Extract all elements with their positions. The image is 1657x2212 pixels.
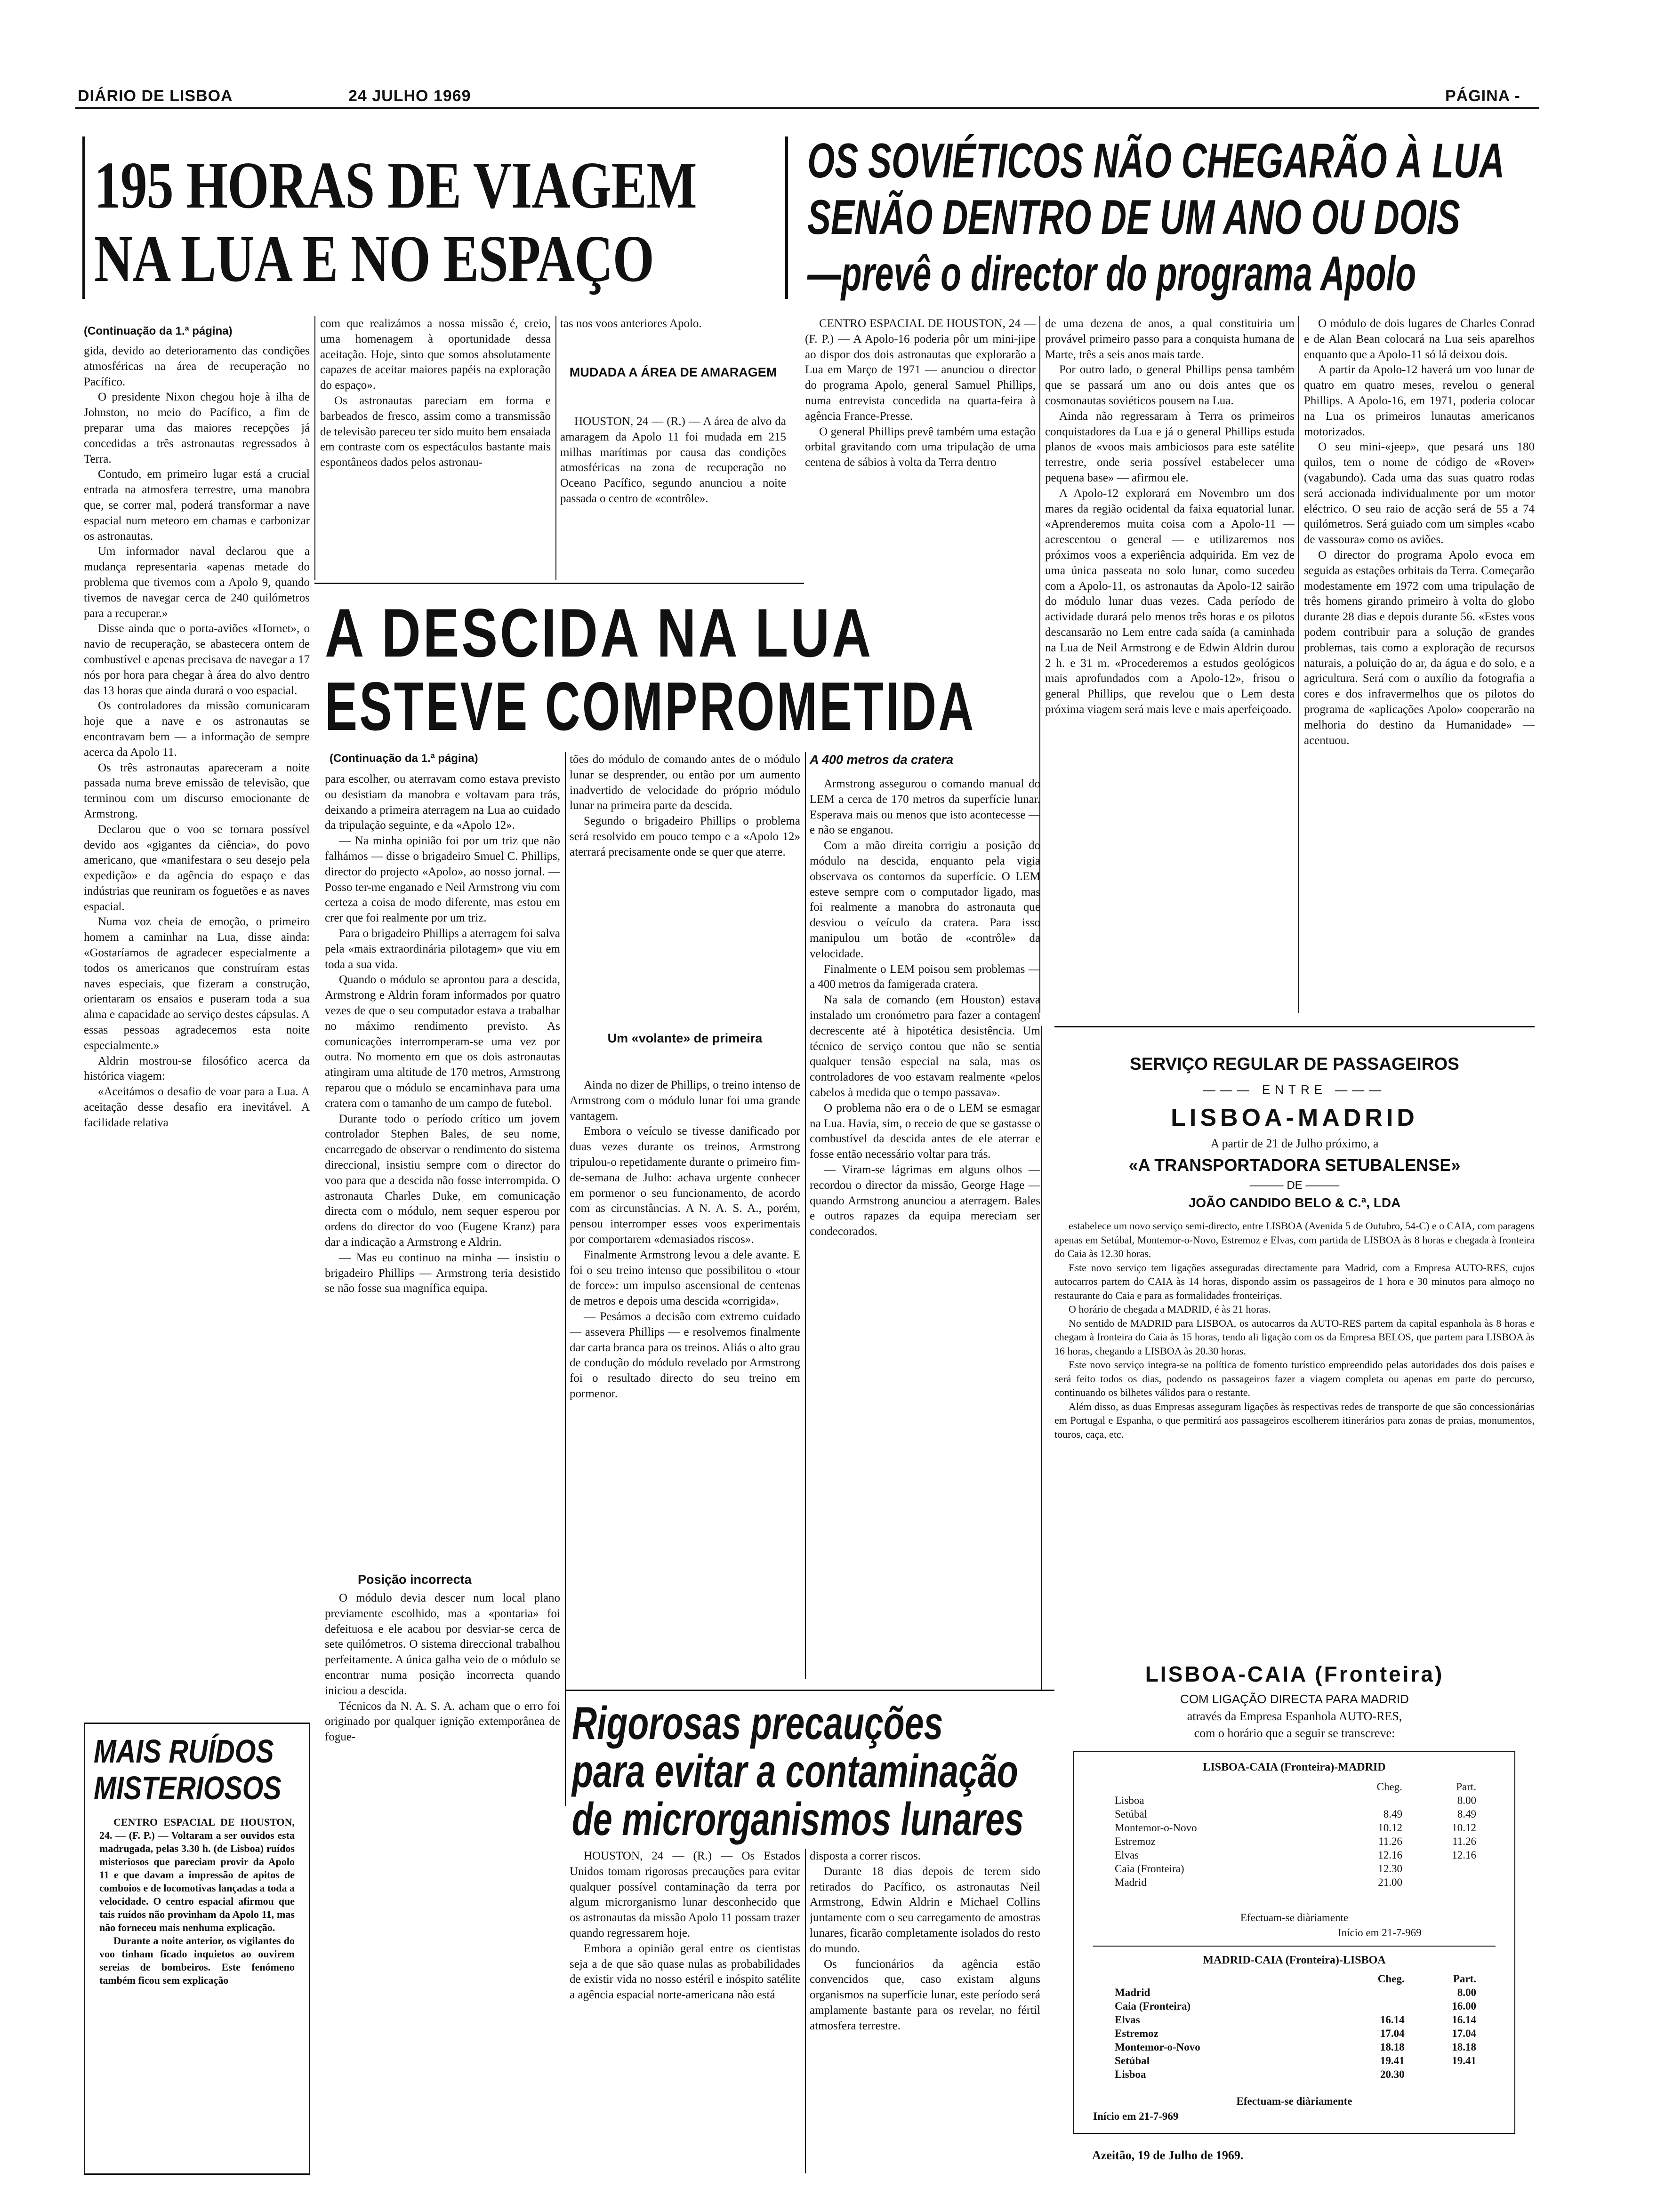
column-paragraph: Segundo o brigadeiro Phillips o problema será resolvido em pouco tempo e a «Apolo 12» aterrará precisamente onde se quer que aterre.: [570, 815, 800, 858]
column-paragraph: Quando o módulo se aprontou para a descida, Armstrong e Aldrin foram informados por quatro vezes de que o seu computador estava a trabalhar no máximo rendimento previsto. As comunicações interromperam-se uma vez por outra. No momento em que os dois astronautas atingiram uma altitude de 170 metros, Armstrong reparou que o módulo se encaminhava para uma cratera com o tamanho de um campo de futebol.: [325, 973, 560, 1110]
column-paragraph: Ainda no dizer de Phillips, o treino intenso de Armstrong com o módulo lunar foi uma grande vantagem.: [570, 1079, 800, 1122]
article-column: [1045, 316, 1295, 1022]
timetable-cell: 16.14: [1452, 2014, 1476, 2026]
column-paragraph: disposta a correr riscos.: [810, 1850, 921, 1862]
headline-rigorosas-line1: Rigorosas precauções: [572, 1697, 943, 1749]
timetable-cell: Madrid: [1115, 1876, 1147, 1888]
article-column: [810, 777, 1040, 1680]
column-rule: [805, 1849, 806, 2173]
timetable-cell: 8.49: [1383, 1808, 1402, 1820]
column-paragraph: O módulo devia descer num local plano previamente escolhido, mas a «pontaria» foi defeituosa e ele acabou por desviar-se cerca de sete quilómetros. O sistema direccional trabalhou perfeitamente. A única galha veio de o módulo se encontrar numa posição incorrecta quando iniciou a descida.: [325, 1592, 560, 1697]
timetable-cell: 18.18: [1380, 2041, 1405, 2053]
timetable-cell: [1330, 1986, 1408, 1999]
newspaper-name: DIÁRIO DE LISBOA: [78, 87, 233, 105]
timetable-lisboa-madrid: [1112, 1780, 1479, 1889]
timetable-start: Início em 21-7-969: [1338, 1927, 1422, 1939]
timetable-cell: [1405, 1862, 1479, 1875]
timetable-cell: 21.00: [1378, 1876, 1402, 1888]
issue-date: 24 JULHO 1969: [348, 87, 471, 105]
timetable-cell: Setúbal: [1115, 1808, 1147, 1820]
timetable-row: [1112, 2027, 1479, 2040]
timetable-cell: Setúbal: [1115, 2055, 1150, 2067]
column-paragraph: Contudo, em primeiro lugar está a crucial entrada na atmosfera terrestre, uma manobra que, se correr mal, poderá transformar a nave espacial num meteoro em chamas e carbonizar os astronautas.: [84, 468, 310, 543]
column-paragraph: Finalmente Armstrong levou a dele avante. E foi o seu treino intenso que possibilitou o «tour de force»: um impulso ascensional de centenas de metros e depois uma descida «corrigida».: [570, 1248, 800, 1308]
column-paragraph: O director do programa Apolo evoca em seguida as estações orbitais da Terra. Começarão modestamente em 1972 com uma tripulação de três homens girando primeiro à volta do globo durante 28 dias e depois durante 56. «Estes voos podem contribuir para a solução de grandes problemas, tais como a exploração de recursos naturais, a poluição do ar, da água e do solo, e a agricultura. Será com o auxílio da fotografia a cores e dos infravermelhos que os pilotos do programa de «aplicações Apolo» cooperarão na melhoria do destino da Humanidade» — acentuou.: [1304, 548, 1535, 747]
subheading: Posição incorrecta: [358, 1572, 472, 1587]
column-paragraph: Por outro lado, o general Phillips pensa também que se passará um ano ou dois antes que os cosmonautas soviéticos pousem na Lua.: [1045, 363, 1295, 407]
timetable-cell: 17.04: [1452, 2028, 1476, 2039]
headline-sovieticos-line3: —prevê o director do programa Apolo: [807, 247, 1416, 301]
timetable-header-cell: [1112, 1780, 1328, 1794]
subheading: MUDADA A ÁREA DE AMARAGEM: [569, 365, 777, 379]
column-paragraph: — Pesámos a decisão com extremo cuidado — assevera Phillips — e resolvemos finalmente dar carta branca para os treinos. Aliás o alto grau de condução do módulo revelado por Armstrong foi o resultado directo do seu treino em pormenor.: [570, 1310, 800, 1400]
column-rule: [314, 316, 315, 580]
timetable-row: [1112, 2040, 1479, 2054]
timetable-divider: [1093, 1946, 1496, 1947]
article-column: [570, 752, 800, 1023]
column-text: tas nos voos anteriores Apolo.: [560, 317, 702, 330]
timetable-cell: [1328, 1794, 1405, 1807]
column-paragraph: Disse ainda que o porta-aviões «Hornet», o navio de recuperação, se abastecera ontem de combustível e apenas precisava de navegar a 17 nós por hora para chegar à área do alvo dentro das 13 horas que ainda durará o voo espacial.: [84, 622, 310, 697]
timetable-header-cell: Part.: [1453, 1973, 1476, 1985]
box-headline-line2: MISTERIOSOS: [94, 1770, 282, 1806]
article-column: [570, 1849, 800, 2178]
column-rule: [565, 752, 566, 1806]
timetable-cell: [1405, 1875, 1479, 1889]
ad-title: SERVIÇO REGULAR DE PASSAGEIROS: [1130, 1054, 1459, 1074]
timetable-cell: Lisboa: [1115, 2068, 1146, 2080]
timetable-header-row: [1112, 1972, 1479, 1986]
column-paragraph: Ainda não regressaram à Terra os primeiros conquistadores da Lua e já o general Phillips estuda planos de «voos mais ambiciosos para este satélite terrestre, onde seria possível estabelecer uma pequena base» — afirmou ele.: [1045, 409, 1295, 484]
timetable-row: [1112, 2068, 1479, 2081]
timetable-cell: Lisboa: [1115, 1795, 1144, 1806]
timetable-row: [1112, 1848, 1479, 1862]
column-paragraph: Técnicos da N. A. S. A. acham que o erro foi originado por qualquer ignição extemporânea de fogue-: [325, 1699, 560, 1744]
column-paragraph: Este novo serviço tem ligações asseguradas directamente para Madrid, com a Empresa AUTO-RES, cujos autocarros partem do CAIA às 14 horas, dispondo assim os passageiros de 1 hora e 30 minutos para almoço no restaurante do Caia e para as formalidades fronteiriças.: [1054, 1261, 1535, 1301]
ad-ligacao: COM LIGAÇÃO DIRECTA PARA MADRID: [1180, 1692, 1409, 1706]
column-paragraph: Um informador naval declarou que a mudança representaria «apenas metade do problema que tivemos com a Apolo 9, quando tivemos de navegar cerca de 240 quilómetros para a recuperar.»: [84, 545, 310, 620]
timetable-row: [1112, 1862, 1479, 1875]
column-paragraph: A partir da Apolo-12 haverá um voo lunar de quatro em quatro meses, revelou o general Phillips. A Apolo-16, em 1971, poderia colocar na Lua os primeiros lunautas americanos motorizados.: [1304, 363, 1535, 438]
column-paragraph: Embora o veículo se tivesse danificado por duas vezes durante os treinos, Armstrong tripulou-o repetidamente durante o primeiro fim-de-semana de Julho: achava urgente conhecer em pormenor o seu funcionamento, de acordo com as circunstâncias. A N. A. S. A., porém, pensou interromper esses voos experimentais por comportarem «demasiados riscos».: [570, 1125, 800, 1246]
column-paragraph: No sentido de MADRID para LISBOA, os autocarros da AUTO-RES partem da capital espanhola às 8 horas e chegam à fronteira do Caia às 15 horas, tendo ali ligação com os da Empresa BELOS, que partem para LISBOA às 16 horas, chegando a LISBOA às 20.30 horas.: [1054, 1317, 1535, 1357]
timetable-start: Início em 21-7-969: [1093, 2110, 1179, 2122]
timetable-row: [1112, 1821, 1479, 1835]
timetable-cell: Estremoz: [1115, 2028, 1158, 2039]
ad-de: ——— DE ———: [1249, 1179, 1340, 1192]
timetable-header-cell: Part.: [1456, 1781, 1476, 1793]
headline-195-horas-line2: NA LUA E NO ESPAÇO: [94, 221, 654, 296]
timetable-cell: 8.49: [1457, 1808, 1476, 1820]
section-rule: [314, 583, 804, 584]
column-paragraph: CENTRO ESPACIAL DE HOUSTON, 24 — (F. P.) — A Apolo-16 poderia pôr um mini-jipe ao dispor dos dois astronautas que explorarão a Lua em Março de 1971 — anunciou o director do programa Apolo, general Samuel Phillips, numa entrevista concedida na quarta-feira à agência France-Presse.: [805, 317, 1036, 423]
timetable-cell: Montemor-o-Novo: [1115, 1822, 1197, 1834]
column-paragraph: Aldrin mostrou-se filosófico acerca da histórica viagem:: [84, 1054, 310, 1083]
column-paragraph: HOUSTON, 24 — (R.) — Os Estados Unidos tomam rigorosas precauções para evitar qualquer possível contaminação da terra por algum microrganismo lunar desconhecido que os astronautas da missão Apolo 11 possam trazer quando regressarem hoje.: [570, 1850, 800, 1940]
header-rule: [75, 107, 1539, 109]
timetable-cell: 8.00: [1457, 1795, 1476, 1806]
headline-195-horas-line1: 195 HORAS DE VIAGEM: [94, 148, 697, 222]
timetable-cell: 12.30: [1378, 1863, 1402, 1875]
headline-descida-line2: ESTEVE COMPROMETIDA: [325, 668, 976, 745]
headline-rigorosas-line3: de microrganismos lunares: [572, 1793, 1024, 1845]
column-paragraph: A Apolo-12 explorará em Novembro um dos mares da região ocidental da faixa equatorial lunar. «Aprenderemos muita coisa com a Apolo-11 — acrescentou o general — e utilizaremos nos próximos voos a experiência adquirida. Em vez de uma única passeata no solo lunar, como sucedeu com a Apolo-11, os astronautas da Apolo-12 sairão do módulo lunar duas vezes. Cada período de actividade durará pelo menos três horas e os pilotos descansarão no Lem entre cada saída (a caminhada na Lua de Neil Armstrong e de Edwin Aldrin durou 2 h. e 31 m. «Procederemos a estudos geológicos mais aprofundados com a Apolo-12», frisou o general Phillips, que revelou que o Lem desta próxima viagem será mais leve e mais aperfeiçoado.: [1045, 487, 1295, 716]
article-column: [84, 344, 310, 1704]
column-rule: [1298, 316, 1299, 1013]
ad-owner: JOÃO CANDIDO BELO & C.ª, LDA: [1188, 1195, 1401, 1210]
column-paragraph: de uma dezena de anos, a qual constituiria um provável primeiro passo para a conquista humana de Marte, três a seis anos mais tarde.: [1045, 317, 1295, 361]
subheading: A 400 metros da cratera: [810, 753, 954, 767]
section-rule: [1054, 1026, 1535, 1027]
timetable-cell: 19.41: [1452, 2055, 1476, 2067]
column-paragraph: Numa voz cheia de emoção, o primeiro homem a caminhar na Lua, disse ainda: «Gostaríamos de agradecer especialmente a todos os americanos que construíram estas naves especiais, que fizeram a construção, orientaram os ensaios e puseram toda a sua alma e capacidade ao serviço destes cápsulas. A essas pessoas agradecemos esta noite especialmente.»: [84, 915, 310, 1052]
column-rule: [1041, 1026, 1042, 1690]
timetable-cell: Elvas: [1115, 1849, 1139, 1861]
timetable-cell: Caia (Fronteira): [1115, 1863, 1184, 1875]
column-rule: [805, 752, 806, 1679]
timetable-header-cell: Cheg.: [1376, 1781, 1402, 1793]
timetable-cell: Estremoz: [1115, 1835, 1156, 1847]
timetable-cell: Montemor-o-Novo: [1115, 2041, 1200, 2053]
box-headline-line1: MAIS RUÍDOS: [94, 1733, 274, 1770]
column-paragraph: gida, devido ao deterioramento das condições atmosféricas na área de recuperação no Pacífico.: [84, 345, 310, 388]
timetable-cell: 10.12: [1452, 1822, 1476, 1834]
column-paragraph: «Aceitámos o desafio de voar para a Lua. A aceitação desse desafio era inevitável. A facilidade relativa: [84, 1085, 310, 1129]
ad-entre: ——— ENTRE ———: [1203, 1082, 1386, 1097]
timetable-title: MADRID-CAIA (Fronteira)-LISBOA: [1203, 1954, 1386, 1966]
column-paragraph: Os funcionários da agência estão convencidos que, caso existam alguns organismos na superfície lunar, este período será amplamente bastante para os revelar, no fértil atmosfera terrestre.: [810, 1957, 1040, 2032]
column-paragraph: Declarou que o voo se tornara possível devido aos «gigantes da ciência», do povo americano, que «manifestara o seu desejo pela expedição» e da agência do espaço e das indústrias que reuniram os foguetões e as naves espacial.: [84, 823, 310, 913]
column-paragraph: com que realizámos a nossa missão é, creio, uma homenagem à oportunidade dessa aceitação. Hoje, sinto que somos absolutamente capazes de aceitar maiores papéis na exploração do espaço».: [320, 317, 551, 392]
article-column: [320, 316, 551, 580]
timetable-note: Efectuam-se diàriamente: [1236, 2095, 1352, 2107]
box-text: [99, 1816, 295, 2164]
ad-footer-place-date: Azeitão, 19 de Julho de 1969.: [1092, 2148, 1244, 2162]
article-column: [1304, 316, 1535, 1022]
timetable-cell: [1408, 2068, 1479, 2081]
news-box-mais-ruidos: [84, 1723, 310, 2175]
timetable-row: [1112, 1999, 1479, 2013]
column-paragraph: Com a mão direita corrigiu a posição do módulo na descida, enquanto pela vigia observava os contornos da superfície. O LEM esteve sempre com o computador ligado, mas foi realmente a manobra do astronauta que desviou o veículo da cratera. Para isso manipulou um botão de «contrôle» da velocidade.: [810, 839, 1040, 960]
column-paragraph: tões do módulo de comando antes de o módulo lunar se desprender, ou então por um aumento inadvertido de velocidade do próprio módulo lunar na primeira parte da descida.: [570, 753, 800, 812]
ad-atraves: através da Empresa Espanhola AUTO-RES,: [1187, 1709, 1402, 1723]
column-paragraph: O seu mini-«jeep», que pesará uns 180 quilos, tem o nome de código de «Rover» (vagabundo). Cada uma das suas quatro rodas será accionada individualmente por um motor eléctrico. O seu raio de acção será de 55 a 74 quilómetros. Será guiado com um simples «cabo de vassoura» como os aviões.: [1304, 441, 1535, 546]
timetable-cell: 17.04: [1380, 2028, 1405, 2039]
column-paragraph: Finalmente o LEM poisou sem problemas — a 400 metros da famigerada cratera.: [810, 962, 1040, 991]
continuation-note: (Continuação da 1.ª página): [330, 752, 478, 765]
transport-advertisement: [1054, 1035, 1535, 2179]
timetable-row: [1112, 1835, 1479, 1848]
article-column: [560, 316, 786, 361]
timetable-row: [1112, 1794, 1479, 1807]
timetable-header-row: [1112, 1780, 1479, 1794]
ad-route-lisboa-caia: LISBOA-CAIA (Fronteira): [1145, 1662, 1444, 1686]
headline-right-rule: [785, 136, 788, 299]
article-column: [805, 316, 1036, 580]
column-paragraph: Durante 18 dias depois de terem sido retirados do Pacífico, os astronautas Neil Armstrong, Edwin Aldrin e Michael Collins juntamente com o seu carregamento de amostras lunares, ficarão completamente isolados do resto do mundo.: [810, 1865, 1040, 1955]
article-column: [570, 1078, 800, 1680]
ad-body-text: [1054, 1219, 1535, 1643]
column-paragraph: para escolher, ou aterravam como estava previsto ou desistiam da manobra e voltavam para trás, deixando a primeira aterragem na Lua ao cuidado da tripulação seguinte, e da «Apolo 12».: [325, 773, 560, 832]
ad-start-date: A partir de 21 de Julho próximo, a: [1210, 1137, 1379, 1150]
column-paragraph: HOUSTON, 24 — (R.) — A área de alvo da amaragem da Apolo 11 foi mudada em 215 milhas marítimas por causa das condições atmosféricas na zona de recuperação no Oceano Pacífico, segundo anunciou a noite passada o centro de «contrôle».: [560, 415, 786, 505]
column-paragraph: O módulo de dois lugares de Charles Conrad e de Alan Bean colocará na Lua seis aparelhos enquanto que a Apolo-11 só lá deixou dois.: [1304, 317, 1535, 361]
continuation-note: (Continuação da 1.ª página): [84, 325, 233, 337]
timetable-cell: 18.18: [1452, 2041, 1476, 2053]
column-paragraph: Os três astronautas apareceram a noite passada numa breve emissão de televisão, que terminou com um discurso emocionante de Armstrong.: [84, 761, 310, 820]
column-paragraph: — Viram-se lágrimas em alguns olhos — recordou o director da missão, George Hage — quando Armstrong anunciou a aterragem. Bales e outros rapazes da equipa mereciam ser condecorados.: [810, 1163, 1040, 1238]
article-column: [325, 1591, 560, 1807]
timetable-cell: 16.00: [1452, 2000, 1476, 2012]
column-paragraph: — Mas eu continuo na minha — insistiu o brigadeiro Phillips — Armstrong teria desistido se não fosse sua magnífica equipa.: [325, 1251, 560, 1295]
ad-company: «A TRANSPORTADORA SETUBALENSE»: [1128, 1155, 1461, 1175]
headline-left-rule: [82, 136, 85, 299]
timetable-row: [1112, 1986, 1479, 1999]
column-paragraph: Para o brigadeiro Phillips a aterragem foi salva pela «mais extraordinária pilotagem» que viu em toda a sua vida.: [325, 927, 560, 971]
ad-route-lisboa-madrid: LISBOA-MADRID: [1171, 1104, 1418, 1131]
timetable-header-cell: [1112, 1972, 1330, 1986]
timetable-cell: [1330, 1999, 1408, 2013]
headline-rigorosas-line2: para evitar a contaminação: [572, 1745, 1018, 1797]
column-paragraph: Embora a opinião geral entre os cientistas seja a de que são quase nulas as probabilidades de existir vida no nosso estéril e inóspito satélite a agência espacial norte-americana não está: [570, 1942, 800, 2002]
timetable-cell: 10.12: [1378, 1822, 1402, 1834]
timetable-madrid-lisboa: [1112, 1972, 1479, 2081]
timetable-cell: 20.30: [1380, 2068, 1405, 2080]
column-paragraph: Este novo serviço integra-se na política de fomento turístico empreendido pelas autoridades dos dois países e será feito todos os dias, podendo os passageiros fazer a viagem completa ou apenas em parte do percurso, continuando os bilhetes válidos para o restante.: [1054, 1359, 1535, 1398]
timetable-row: [1112, 1875, 1479, 1889]
timetable-cell: Elvas: [1115, 2014, 1140, 2026]
timetable-cell: 8.00: [1457, 1987, 1476, 1998]
timetable-cell: 16.14: [1380, 2014, 1405, 2026]
article-column: [810, 1849, 1040, 2178]
headline-sovieticos-line2: SENÃO DENTRO DE UM ANO OU DOIS: [807, 190, 1460, 245]
column-paragraph: O general Phillips prevê também uma estação orbital gravitando com uma tripulação de uma centena de sábios à volta da Terra dentro: [805, 425, 1036, 469]
timetable-cell: 12.16: [1452, 1849, 1476, 1861]
column-paragraph: O presidente Nixon chegou hoje à ilha de Johnston, no meio do Pacífico, a fim de preparar uma das maiores recepções já concedidas a três astronautas regressados à Terra.: [84, 391, 310, 465]
column-paragraph: CENTRO ESPACIAL DE HOUSTON, 24. — (F. P.) — Voltaram a ser ouvidos esta madrugada, pelas 3.30 h. (de Lisboa) ruídos misteriosos que pareciam provir da Apolo 11 e que davam a impressão de apitos de comboios e de locomotivas lançadas a toda a velocidade. O centro espacial afirmou que tais ruídos não provinham da Apolo 11, mas não forneceu mais nenhuma explicação.: [99, 1816, 295, 1933]
subheading: Um «volante» de primeira: [607, 1031, 763, 1045]
timetable-box: [1073, 1751, 1515, 2134]
page-number: PÁGINA -: [1445, 87, 1520, 105]
timetable-row: [1112, 1807, 1479, 1821]
headline-sovieticos-line1: OS SOVIÉTICOS NÃO CHEGARÃO À LUA: [807, 134, 1505, 188]
column-paragraph: Os controladores da missão comunicaram hoje que a nave e os astronautas se encontravam bem — a informação de sempre acerca da Apolo 11.: [84, 699, 310, 759]
timetable-note: Efectuam-se diàriamente: [1240, 1912, 1349, 1923]
column-paragraph: — Na minha opinião foi por um triz que não falhámos — disse o brigadeiro Smuel C. Phillips, director do projecto «Apolo», ao nosso jornal. — Posso ter-me enganado e Neil Armstrong viu com certeza a coisa de modo diferente, mas estou em crer que foi realmente por um triz.: [325, 834, 560, 925]
timetable-cell: 12.16: [1378, 1849, 1402, 1861]
timetable-header-cell: Cheg.: [1377, 1973, 1405, 1985]
article-column: [325, 772, 560, 1567]
column-paragraph: Armstrong assegurou o comando manual do LEM a cerca de 170 metros da superfície lunar. Esperava mais ou menos que isto acontecesse — e não se enganou.: [810, 777, 1040, 837]
timetable-cell: Madrid: [1115, 1987, 1150, 1998]
column-paragraph: Os astronautas pareciam em forma e barbeados de fresco, assim como a transmissão de televisão pareceu ter sido muito bem ensaiada em contraste com os espectáculos bastante mais espontâneos dados pelos astronau-: [320, 394, 551, 469]
timetable-cell: Caia (Fronteira): [1115, 2000, 1191, 2012]
timetable-row: [1112, 2054, 1479, 2068]
column-paragraph: Na sala de comando (em Houston) estava instalado um cronómetro para fazer a contagem decrescente até à hipotética desistência. Um técnico de serviço contou que não se sentia qualquer tensão especial na sala, mas os controladores de voo estavam realmente «pelos cabelos à medida que o tempo passava».: [810, 994, 1040, 1099]
column-paragraph: Durante todo o período crítico um jovem controlador Stephen Bales, de seu nome, encarregado de observar o rendimento do sistema direccional, insistiu sempre com o director do voo para que a descida não fosse interrompida. O astronauta Charles Duke, em comunicação directa com o módulo, nem sequer esperou por ordens do director do voo (Eugene Kranz) para dar a indicação a Armstrong e Aldrin.: [325, 1112, 560, 1249]
ad-horario: com o horário que a seguir se transcreve:: [1194, 1726, 1395, 1740]
column-paragraph: Durante a noite anterior, os vigilantes do voo tinham ficado inquietos ao ouvirem sereias de bombeiros. Este fenómeno também ficou sem explicação: [99, 1935, 295, 1986]
timetable-cell: 19.41: [1380, 2055, 1405, 2067]
headline-descida-line1: A DESCIDA NA LUA: [325, 594, 874, 671]
column-paragraph: estabelece um novo serviço semi-directo, entre LISBOA (Avenida 5 de Outubro, 54-C) e o CAIA, com paragens apenas em Setúbal, Montemor-o-Novo, Estremoz e Elvas, com partida de LISBOA às 8 horas e chegada à fronteira do Caia às 12.30 horas.: [1054, 1220, 1535, 1259]
column-paragraph: O horário de chegada a MADRID, é às 21 horas.: [1069, 1303, 1271, 1315]
article-column: [560, 414, 786, 584]
timetable-row: [1112, 2013, 1479, 2027]
column-rule: [555, 316, 556, 580]
timetable-cell: 11.26: [1378, 1835, 1402, 1847]
column-paragraph: Além disso, as duas Empresas asseguram ligações às respectivas redes de transporte de que são concessionárias em Portugal e Espanha, o que permitirá aos passageiros escolherem itinerários para zonas de praias, monumentos, touros, caça, etc.: [1054, 1400, 1535, 1440]
column-paragraph: O problema não era o de o LEM se esmagar na Lua. Havia, sim, o receio de que se gastasse o combustível da descida antes de ele aterrar e fosse então necessário voltar para trás.: [810, 1101, 1040, 1161]
timetable-cell: 11.26: [1452, 1835, 1476, 1847]
timetable-title: LISBOA-CAIA (Fronteira)-MADRID: [1203, 1761, 1386, 1773]
section-rule: [565, 1690, 1054, 1691]
